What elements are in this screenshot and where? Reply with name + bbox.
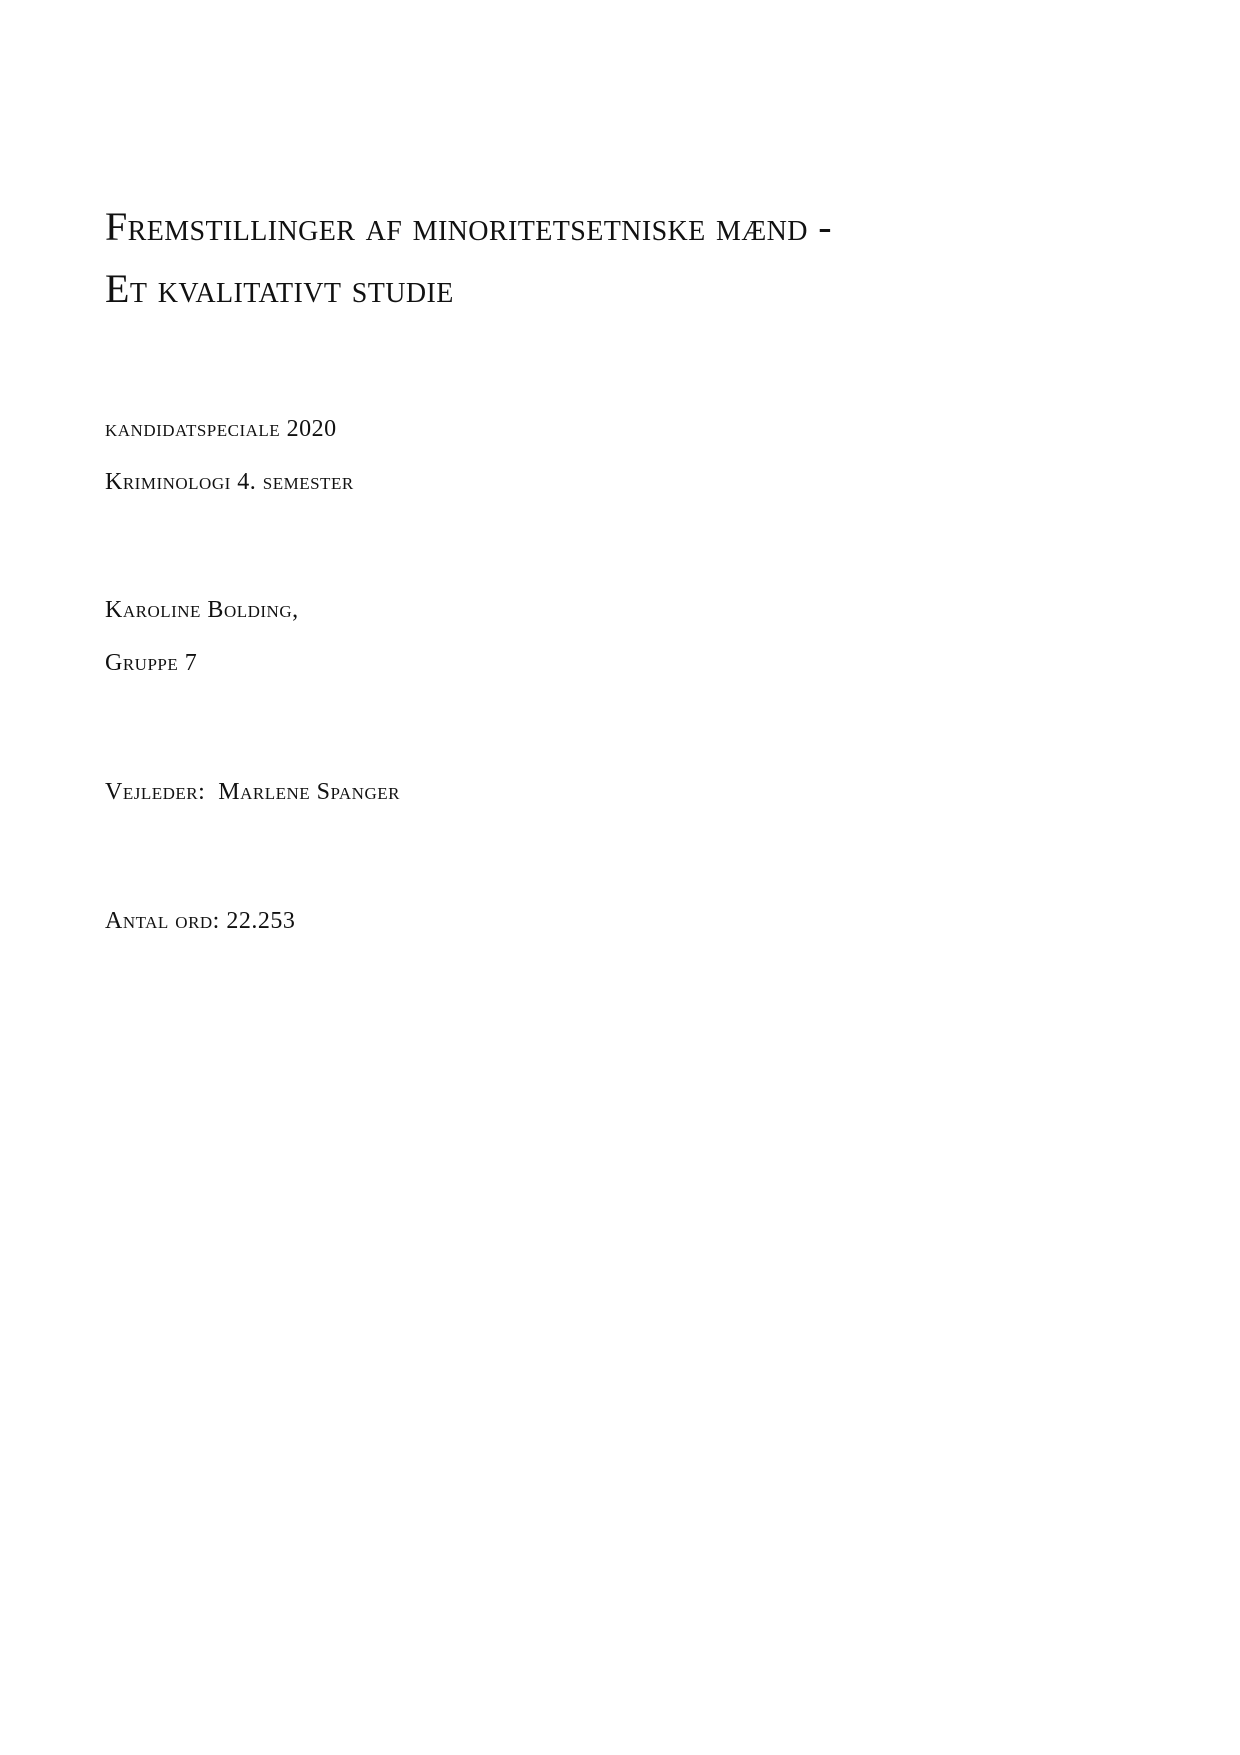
title-line-1: Fremstillinger af minoritetsetniske mænd - — [105, 204, 833, 249]
meta-word-count: Antal ord: 22.253 — [105, 908, 296, 934]
meta-author-name: Karoline Bolding, — [105, 597, 299, 623]
meta-programme-semester: Kriminologi 4. semester — [105, 469, 354, 495]
meta-group-number: Gruppe 7 — [105, 650, 198, 676]
meta-kandidatspeciale: kandidatspeciale 2020 — [105, 416, 337, 442]
page-title — [105, 196, 1005, 320]
meta-supervisor: Vejleder: Marlene Spanger — [105, 779, 400, 805]
title-line-2: Et kvalitativt studie — [105, 266, 454, 311]
